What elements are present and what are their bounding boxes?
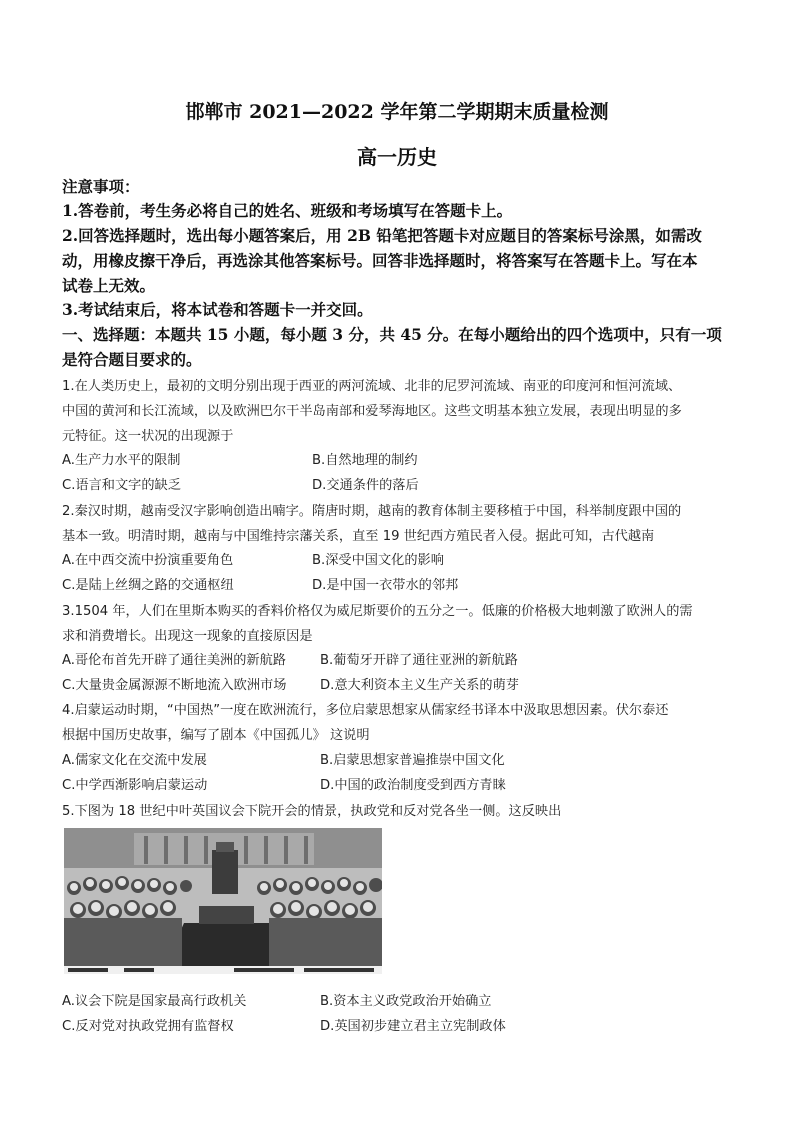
notice-item-2-line-2: 动，用橡皮擦干净后，再选涂其他答案标号。回答非选择题时，将答案写在答题卡上。写在本 [62,251,698,270]
notice-heading: 注意事项： [62,177,140,196]
question-3-option-c[interactable]: C.大量贵金属源源不断地流入欧洲市场 [62,678,287,693]
notice-item-3: 3.考试结束后，将本试卷和答题卡一并交回。 [62,300,373,319]
question-4-line-2: 根据中国历史故事，编写了剧本《中国孤儿》 这说明 [62,728,370,743]
question-2-option-a[interactable]: A.在中西交流中扮演重要角色 [62,553,234,568]
question-5-line-1: 5.下图为 18 世纪中叶英国议会下院开会的情景，执政党和反对党各坐一侧。这反映出 [62,804,562,819]
question-2-line-1: 2.秦汉时期，越南受汉字影响创造出喃字。隋唐时期，越南的教育体制主要移植于中国，科举制度跟中国的 [62,504,682,519]
exam-title: 邯郸市 2021—2022 学年第二学期期末质量检测 [185,101,609,123]
question-1-option-c[interactable]: C.语言和文字的缺乏 [62,478,181,493]
question-3-option-d[interactable]: D.意大利资本主义生产关系的萌芽 [320,678,519,693]
question-3-line-1: 3.1504 年，人们在里斯本购买的香料价格仅为威尼斯要价的五分之一。低廉的价格极大地刺激了欧洲人的需 [62,604,693,619]
section-1-heading-line-2: 是符合题目要求的。 [62,350,202,369]
question-2-line-2: 基本一致。明清时期，越南与中国维持宗藩关系，直至 19 世纪西方殖民者入侵。据此可知，古代越南 [62,529,655,544]
question-2-option-c[interactable]: C.是陆上丝绸之路的交通枢纽 [62,578,234,593]
question-1-line-2: 中国的黄河和长江流域，以及欧洲巴尔干半岛南部和爱琴海地区。这些文明基本独立发展，表现出明显的多 [62,404,682,419]
question-1-option-b[interactable]: B.自然地理的制约 [312,453,418,468]
question-3-line-2: 求和消费增长。出现这一现象的直接原因是 [62,629,313,644]
question-1-option-d[interactable]: D.交通条件的落后 [312,478,419,493]
notice-item-1: 1.答卷前，考生务必将自己的姓名、班级和考场填写在答题卡上。 [62,201,513,220]
section-1-heading-line-1: 一、选择题：本题共 15 小题，每小题 3 分，共 45 分。在每小题给出的四个选项中，只有一项 [62,325,722,344]
question-4-option-d[interactable]: D.中国的政治制度受到西方青睐 [320,778,506,793]
exam-subject: 高一历史 [357,145,437,169]
question-2-option-b[interactable]: B.深受中国文化的影响 [312,553,444,568]
question-5-option-c[interactable]: C.反对党对执政党拥有监督权 [62,1019,234,1034]
question-4-option-b[interactable]: B.启蒙思想家普遍推崇中国文化 [320,753,505,768]
question-5-option-b[interactable]: B.资本主义政党政治开始确立 [320,994,492,1009]
question-5-option-a[interactable]: A.议会下院是国家最高行政机关 [62,994,247,1009]
question-4-option-c[interactable]: C.中学西渐影响启蒙运动 [62,778,208,793]
notice-item-2-line-3: 试卷上无效。 [62,276,156,295]
notice-item-2-line-1: 2.回答选择题时，选出每小题答案后，用 2B 铅笔把答题卡对应题目的答案标号涂黑，如需改 [62,226,702,245]
question-3-option-b[interactable]: B.葡萄牙开辟了通往亚洲的新航路 [320,653,518,668]
question-5-option-d[interactable]: D.英国初步建立君主立宪制政体 [320,1019,506,1034]
parliament-illustration [64,828,382,974]
question-1-option-a[interactable]: A.生产力水平的限制 [62,453,181,468]
question-3-option-a[interactable]: A.哥伦布首先开辟了通往美洲的新航路 [62,653,286,668]
question-1-line-1: 1.在人类历史上，最初的文明分别出现于西亚的两河流域、北非的尼罗河流域、南亚的印度河和恒河流域、 [62,379,682,394]
parliament-engraving-image [64,828,382,974]
question-4-option-a[interactable]: A.儒家文化在交流中发展 [62,753,207,768]
question-4-line-1: 4.启蒙运动时期，“中国热”一度在欧洲流行，多位启蒙思想家从儒家经书译本中汲取思想因素。伏尔泰还 [62,703,669,718]
question-2-option-d[interactable]: D.是中国一衣带水的邻邦 [312,578,459,593]
question-1-line-3: 元特征。这一状况的出现源于 [62,429,234,444]
